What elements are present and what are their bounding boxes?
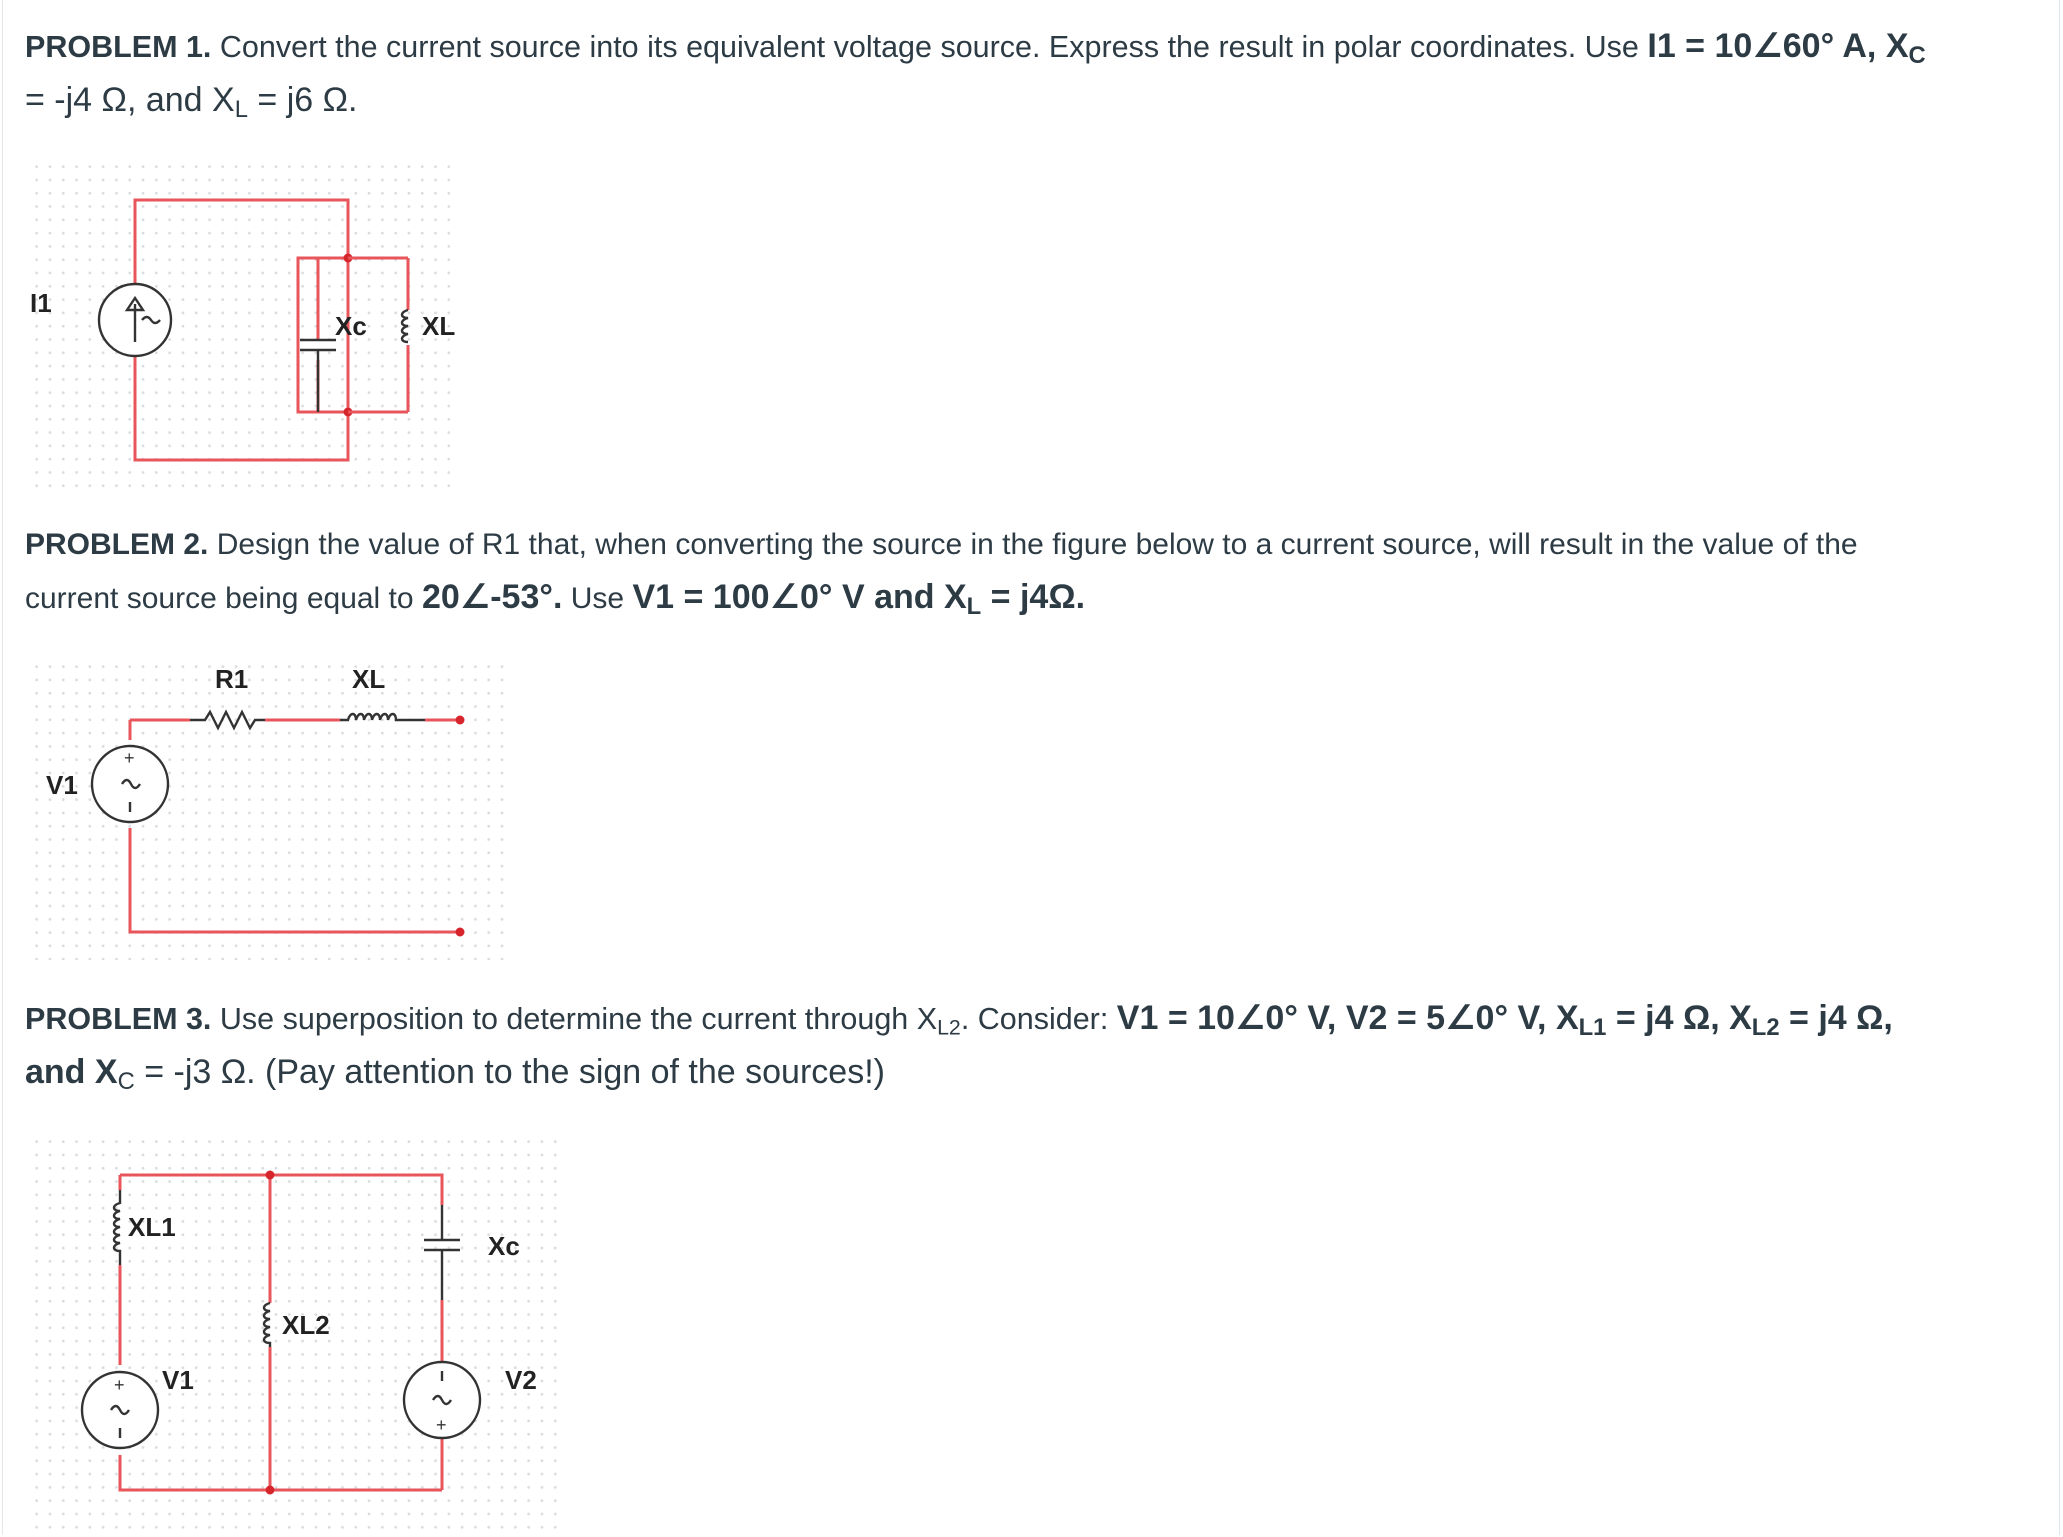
svg-text:+: + [124,748,135,768]
problem-2-values: V1 = 100∠0° V and $X_L = j4\Omega$. [632,578,1086,620]
problem-1-text [25,20,2015,128]
p1-capacitor-icon [300,258,336,412]
p1-inductor-icon [402,310,408,342]
p2-label-xl: XL [352,664,386,694]
p1-label-xl: XL [422,311,456,341]
problem-2-text [25,518,2015,625]
p3-label-xc: Xc [488,1231,520,1261]
p2-node-top [456,716,465,725]
problem-3-text [25,992,2015,1100]
p3-label-xl2: XL2 [282,1310,330,1340]
svg-text:+: + [436,1415,447,1435]
problem-3-schematic [30,1135,565,1530]
p1-label-xc: Xc [335,311,367,341]
p3-node-bottom [266,1486,275,1495]
p2-node-bottom [456,928,465,937]
p3-voltage-source-v2-icon [404,1362,480,1438]
p3-wire-bottom [120,1455,442,1490]
p1-label-i1: I1 [30,288,52,318]
problem-1-statement: Convert the current source into its equivalent voltage source. Express the result in polar coordinates. Use [219,30,1639,64]
problem-2-use: Use [570,582,625,615]
problem-3-heading: PROBLEM 3. [25,1002,212,1036]
problem-2-target: 20∠-53°. [421,578,563,616]
p1-current-source-icon [99,284,171,356]
p3-inductor-xl1-icon [114,1190,120,1265]
p3-node-top [266,1171,275,1180]
problem-2-statement: Design the value of R1 that, when converting the source in the figure below to a current source, will result in the value of the [216,528,1858,561]
p3-voltage-source-v1-icon [82,1372,158,1448]
problem-2-schematic [30,660,510,960]
p3-label-v2: V2 [505,1365,537,1395]
problem-1-heading: PROBLEM 1. [25,30,212,64]
problem-3-line-2: and $X_C = -j3$ Ω. (Pay attention to the sign of the sources!) [25,1053,885,1095]
problem-2-circuit [30,660,510,960]
problem-1-reactances: = -j4 Ω, and $X_L = j6$ Ω. [25,81,358,123]
p3-label-xl1: XL1 [128,1212,176,1242]
problem-3-statement: Use superposition to determine the current through $X_{L2}$. Consider: [219,1002,1109,1040]
problem-1-circuit [30,160,456,490]
problem-1-current-value: I1 = 10∠60° A, $X_C$ [1647,27,1926,69]
problem-1-schematic [30,160,456,490]
problem-2-statement-2: current source being equal to [25,582,414,615]
p3-label-v1: V1 [162,1365,194,1395]
problem-2-heading: PROBLEM 2. [25,528,209,561]
p3-capacitor-icon [424,1205,460,1300]
p2-wire-bottom [130,828,460,932]
svg-text:+: + [114,1375,125,1395]
problem-3-values: V1 = 10∠0° V, V2 = 5∠0° V, $X_{L1} = j4$ Ω, $X_{L2} = j4$ Ω, [1116,999,1893,1041]
problem-3-circuit [30,1135,565,1530]
p3-inductor-xl2-icon [264,1303,270,1347]
p2-resistor-icon [190,712,265,728]
p2-label-v1: V1 [46,770,78,800]
p2-inductor-icon [340,714,425,720]
p3-wire-top [120,1175,442,1205]
p2-voltage-source-icon [92,746,168,822]
p2-wire-top [130,720,460,740]
p2-label-r1: R1 [215,664,249,694]
